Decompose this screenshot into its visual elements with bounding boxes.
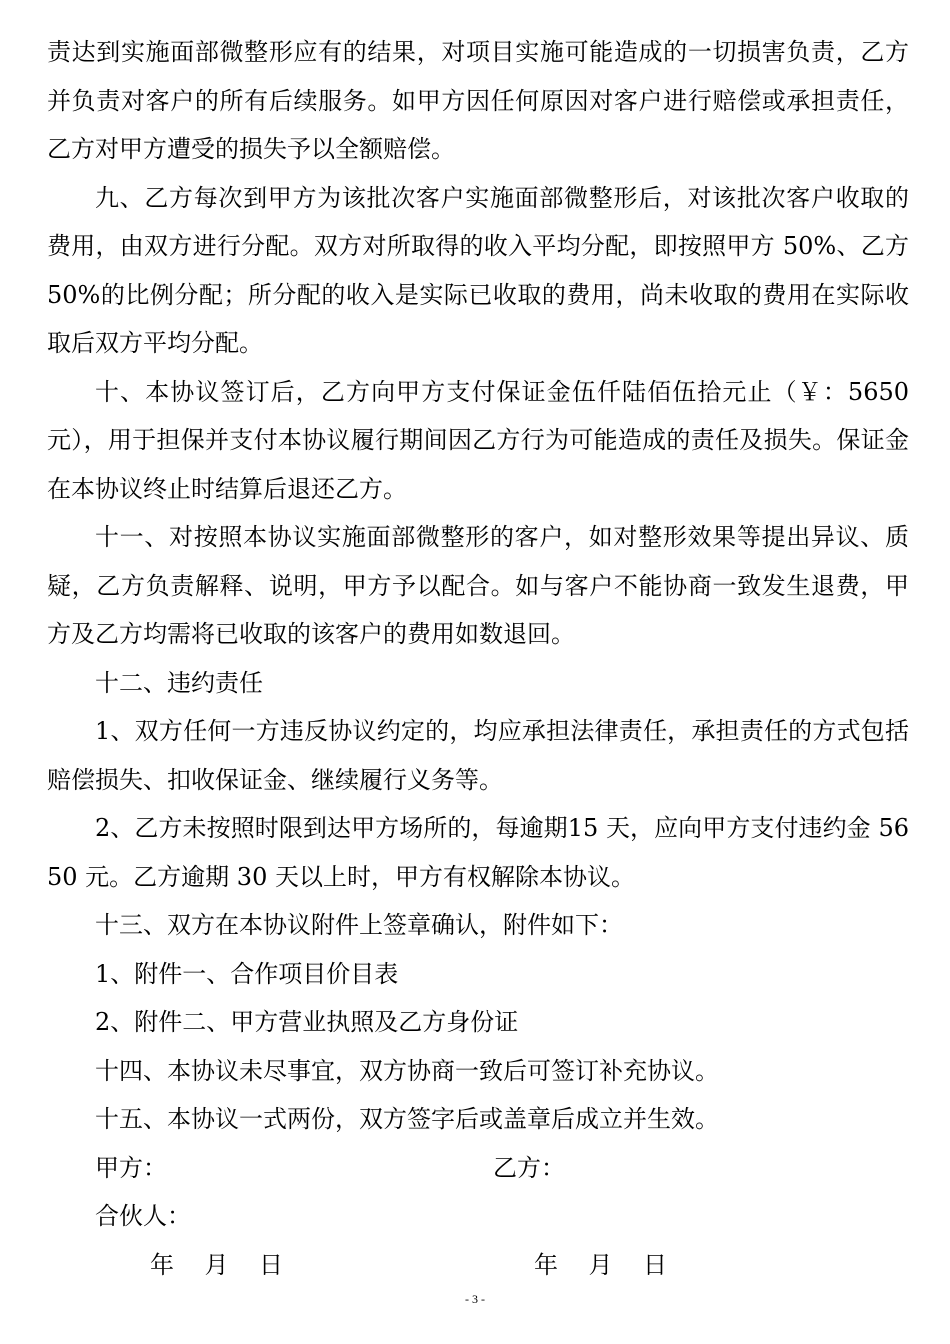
paragraph-clause-10: 十、本协议签订后，乙方向甲方支付保证金伍仟陆佰伍拾元止（￥：5650元），用于担保并支付本协议履行期间因乙方行为可能造成的责任及损失。保证金在本协议终止时结算后退还乙方。 — [47, 377, 909, 503]
paragraph-clause-12-heading: 十二、违约责任 — [95, 668, 263, 697]
paragraph-attachment-1: 1、附件一、合作项目价目表 — [95, 959, 399, 988]
signature-partner-row — [47, 1192, 909, 1241]
document-body — [47, 28, 909, 1289]
partner-label: 合伙人： — [95, 1202, 191, 1230]
signature-parties-row — [47, 1144, 909, 1193]
signature-date-row — [47, 1241, 909, 1290]
party-a-date: 年 月 日 — [150, 1250, 284, 1279]
paragraph-clause-11: 十一、对按照本协议实施面部微整形的客户，如对整形效果等提出异议、质疑，乙方负责解释、说明，甲方予以配合。如与客户不能协商一致发生退费，甲方及乙方均需将已收取的该客户的费用如数退回。 — [47, 523, 909, 648]
party-b-date: 年 月 日 — [534, 1250, 668, 1279]
party-a-label: 甲方： — [95, 1153, 167, 1182]
paragraph-clause-12-item-1: 1、双方任何一方违反协议约定的，均应承担法律责任，承担责任的方式包括赔偿损失、扣收保证金、继续履行义务等。 — [47, 717, 909, 794]
paragraph-clause-14: 十四、本协议未尽事宜，双方协商一致后可签订补充协议。 — [95, 1056, 719, 1085]
paragraph-clause-13: 十三、双方在本协议附件上签章确认，附件如下： — [95, 911, 623, 939]
party-b-label: 乙方： — [493, 1153, 565, 1182]
paragraph-clause-9: 九、乙方每次到甲方为该批次客户实施面部微整形后，对该批次客户收取的费用，由双方进行分配。双方对所取得的收入平均分配，即按照甲方 50%、乙方 50%的比例分配；所分配的收入是实际已收取的费用，尚未收取的费用在实际收取后双方平均分配。 — [47, 183, 909, 357]
paragraph-liability-continued: 责达到实施面部微整形应有的结果，对项目实施可能造成的一切损害负责，乙方并负责对客户的所有后续服务。如甲方因任何原因对客户进行赔偿或承担责任，乙方对甲方遭受的损失予以全额赔偿。 — [47, 38, 909, 163]
paragraph-clause-12-item-2: 2、乙方未按照时限到达甲方场所的，每逾期15 天，应向甲方支付违约金 5650 元。乙方逾期 30 天以上时，甲方有权解除本协议。 — [47, 814, 909, 891]
paragraph-clause-15: 十五、本协议一式两份，双方签字后或盖章后成立并生效。 — [95, 1105, 719, 1133]
page-number: - 3 - — [465, 1292, 485, 1306]
paragraph-attachment-2: 2、附件二、甲方营业执照及乙方身份证 — [95, 1008, 519, 1036]
